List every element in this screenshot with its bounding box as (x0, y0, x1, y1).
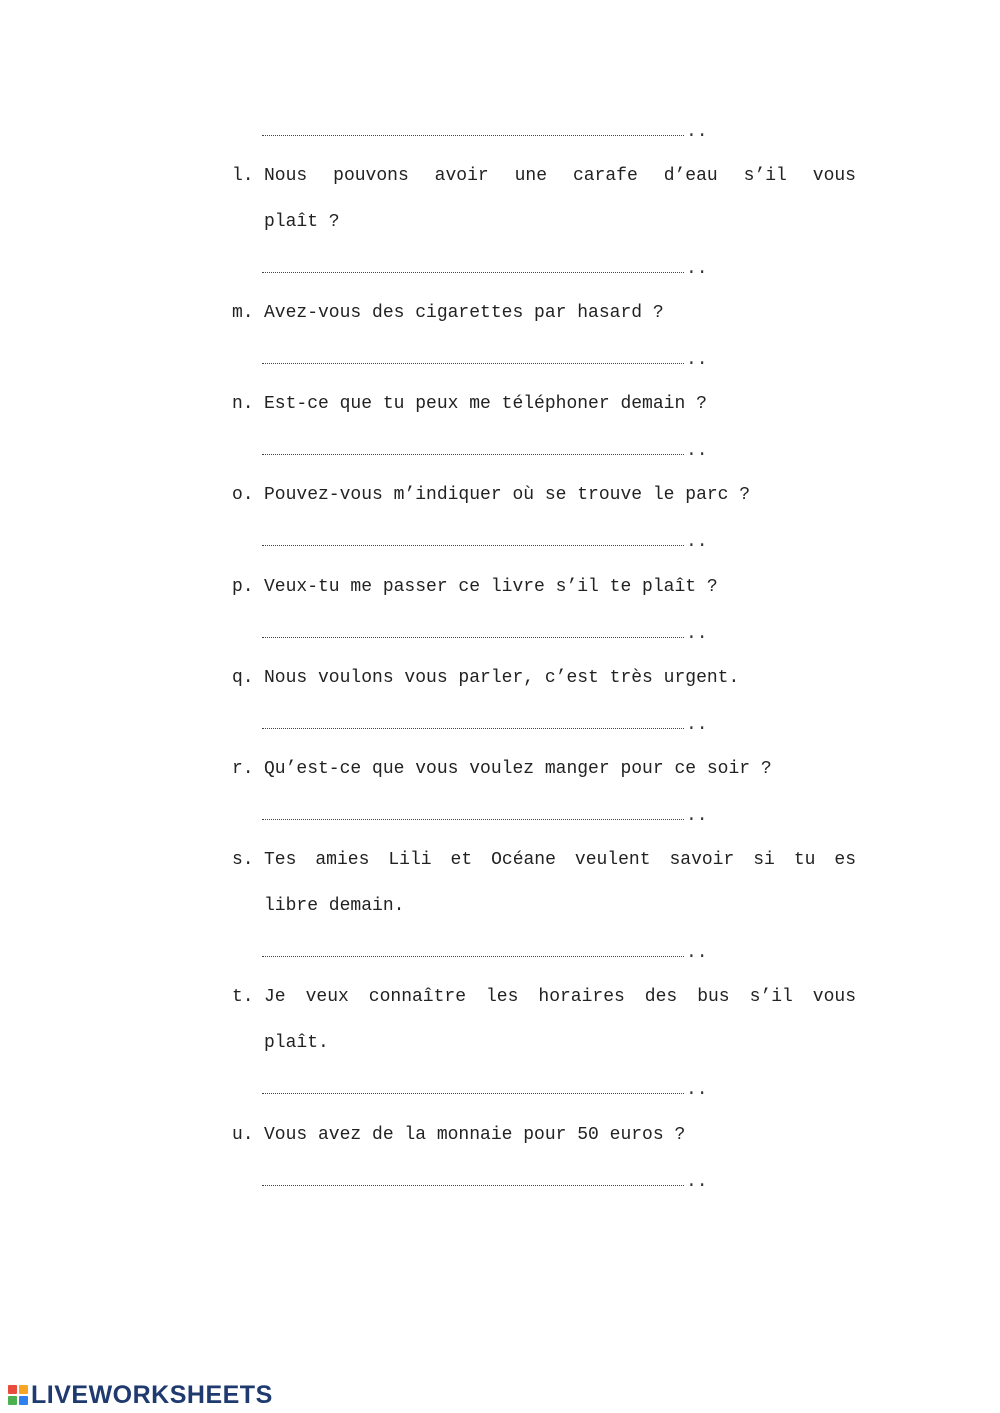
question-letter-r: r. (232, 759, 254, 779)
question-letter-s: s. (232, 850, 254, 870)
liveworksheets-logo[interactable] (8, 1380, 273, 1410)
answer-line-u[interactable]: .. (262, 1172, 722, 1192)
answer-dots (262, 943, 684, 957)
answer-line-t[interactable]: .. (262, 1080, 722, 1100)
logo-block (8, 1385, 17, 1394)
answer-dots (262, 806, 684, 820)
answer-line-n[interactable]: .. (262, 441, 722, 461)
question-text-s-line1: Tes amies Lili et Océane veulent savoir si tu es (264, 850, 856, 870)
answer-line-r[interactable]: .. (262, 806, 722, 826)
answer-dots (262, 259, 684, 273)
logo-blocks-icon (8, 1385, 28, 1405)
answer-line-m[interactable]: .. (262, 350, 722, 370)
answer-line-p[interactable]: .. (262, 624, 722, 644)
question-letter-n: n. (232, 394, 254, 414)
question-text-n: Est-ce que tu peux me téléphoner demain ? (264, 394, 707, 414)
logo-block (8, 1396, 17, 1405)
answer-line-o[interactable]: .. (262, 532, 722, 552)
logo-block (19, 1385, 28, 1394)
answer-line-l[interactable]: .. (262, 259, 722, 279)
answer-line-s[interactable]: .. (262, 943, 722, 963)
question-text-q: Nous voulons vous parler, c’est très urgent. (264, 668, 740, 688)
question-letter-l: l. (232, 166, 254, 186)
question-text-p: Veux-tu me passer ce livre s’il te plaît ? (264, 577, 718, 597)
question-text-l-line1: Nous pouvons avoir une carafe d’eau s’il vous (264, 166, 856, 186)
question-letter-u: u. (232, 1125, 254, 1145)
logo-block (19, 1396, 28, 1405)
question-text-r: Qu’est-ce que vous voulez manger pour ce soir ? (264, 759, 772, 779)
question-letter-m: m. (232, 303, 254, 323)
question-text-s-line2: libre demain. (264, 896, 405, 916)
question-text-u: Vous avez de la monnaie pour 50 euros ? (264, 1125, 686, 1145)
question-text-t-line1: Je veux connaître les horaires des bus s’il vous (264, 987, 856, 1007)
answer-line-q[interactable]: .. (262, 715, 722, 735)
question-letter-o: o. (232, 485, 254, 505)
answer-line-k[interactable]: .. (262, 122, 722, 142)
answer-dots (262, 624, 684, 638)
question-letter-t: t. (232, 987, 254, 1007)
logo-text: LIVEWORKSHEETS (31, 1381, 273, 1409)
answer-dots (262, 441, 684, 455)
question-text-l-line2: plaît ? (264, 212, 340, 232)
question-text-t-line2: plaît. (264, 1033, 329, 1053)
answer-dots (262, 350, 684, 364)
question-text-m: Avez-vous des cigarettes par hasard ? (264, 303, 664, 323)
question-letter-q: q. (232, 668, 254, 688)
answer-dots (262, 122, 684, 136)
answer-dots (262, 1080, 684, 1094)
answer-dots (262, 1172, 684, 1186)
answer-dots (262, 532, 684, 546)
answer-dots (262, 715, 684, 729)
question-letter-p: p. (232, 577, 254, 597)
question-text-o: Pouvez-vous m’indiquer où se trouve le parc ? (264, 485, 751, 505)
